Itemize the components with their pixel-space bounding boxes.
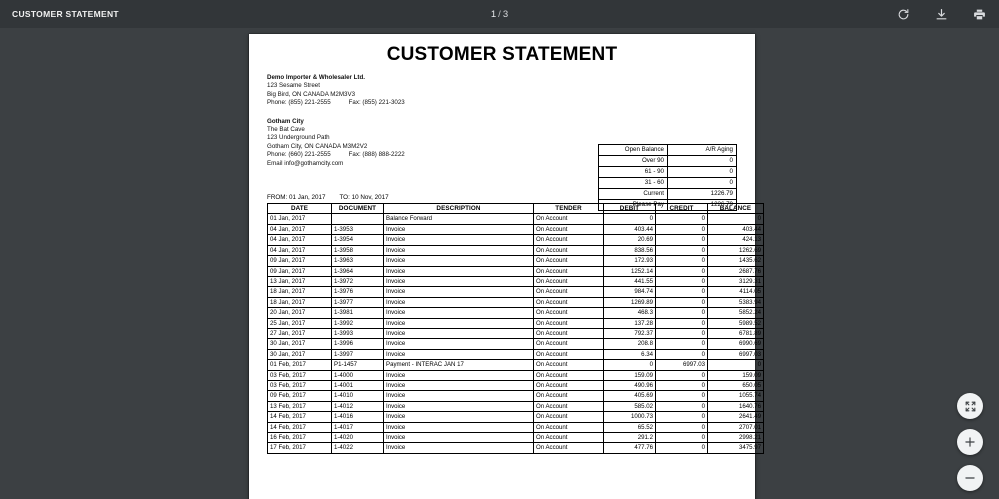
cell-document: 1-3963: [332, 256, 384, 266]
ar-aging-row-value: 0: [668, 178, 737, 189]
cell-credit: 0: [656, 214, 708, 224]
cell-credit: 6997.03: [656, 360, 708, 370]
cell-document: 1-3993: [332, 328, 384, 338]
ar-aging-header-row: [599, 145, 737, 156]
cell-date: 17 Feb, 2017: [268, 443, 332, 453]
ar-aging-row-value: 1226.79: [668, 189, 737, 200]
table-row: [268, 328, 764, 338]
cell-tender: On Account: [534, 287, 604, 297]
company-contact-line: [267, 99, 737, 107]
cell-credit: 0: [656, 224, 708, 234]
cell-tender: On Account: [534, 339, 604, 349]
cell-date: 18 Jan, 2017: [268, 297, 332, 307]
cell-balance: 5383.94: [708, 297, 764, 307]
cell-debit: 468.3: [604, 308, 656, 318]
cell-date: 04 Jan, 2017: [268, 235, 332, 245]
cell-document: 1-3981: [332, 308, 384, 318]
table-row: [268, 318, 764, 328]
table-row: [268, 401, 764, 411]
cell-credit: 0: [656, 308, 708, 318]
cell-tender: On Account: [534, 422, 604, 432]
cell-balance: 2687.76: [708, 266, 764, 276]
cell-debit: 1269.89: [604, 297, 656, 307]
cell-description: Invoice: [384, 443, 534, 453]
ar-aging-row: [599, 189, 737, 200]
cell-description: Invoice: [384, 266, 534, 276]
cell-debit: 403.44: [604, 224, 656, 234]
cell-document: 1-4022: [332, 443, 384, 453]
cell-balance: 1055.74: [708, 391, 764, 401]
cell-description: Invoice: [384, 256, 534, 266]
cell-date: 13 Jan, 2017: [268, 276, 332, 286]
cell-document: 1-4001: [332, 380, 384, 390]
column-header-balance: BALANCE: [708, 204, 764, 214]
cell-balance: 6781.89: [708, 328, 764, 338]
table-row: [268, 214, 764, 224]
table-row: [268, 297, 764, 307]
cell-date: 18 Jan, 2017: [268, 287, 332, 297]
cell-debit: 792.37: [604, 328, 656, 338]
cell-document: 1-3996: [332, 339, 384, 349]
cell-description: Invoice: [384, 318, 534, 328]
current-page-number: 1: [490, 8, 497, 20]
cell-tender: On Account: [534, 318, 604, 328]
document-title-label: CUSTOMER STATEMENT: [12, 9, 119, 19]
cell-description: Invoice: [384, 349, 534, 359]
cell-credit: 0: [656, 401, 708, 411]
viewer-toolbar: [0, 0, 999, 28]
cell-document: [332, 214, 384, 224]
cell-document: 1-4000: [332, 370, 384, 380]
table-row: [268, 412, 764, 422]
column-header-description: DESCRIPTION: [384, 204, 534, 214]
cell-date: 01 Jan, 2017: [268, 214, 332, 224]
ar-aging-box: [598, 144, 737, 211]
cell-balance: 2641.49: [708, 412, 764, 422]
customer-name: Gotham City: [267, 117, 304, 125]
company-city-line: Big Bird, ON CANADA M2M3V3: [267, 90, 356, 98]
cell-date: 09 Jan, 2017: [268, 266, 332, 276]
rotate-icon[interactable]: [895, 6, 911, 22]
download-icon[interactable]: [933, 6, 949, 22]
ar-aging-row-label: Over 90: [599, 156, 668, 167]
cell-tender: On Account: [534, 276, 604, 286]
cell-document: 1-4017: [332, 422, 384, 432]
cell-tender: On Account: [534, 433, 604, 443]
customer-line-1: The Bat Cave: [267, 126, 305, 134]
cell-date: 20 Jan, 2017: [268, 308, 332, 318]
ar-aging-row: [599, 200, 737, 211]
cell-tender: On Account: [534, 412, 604, 422]
cell-date: 03 Feb, 2017: [268, 380, 332, 390]
cell-document: 1-3953: [332, 224, 384, 234]
table-row: [268, 391, 764, 401]
cell-debit: 984.74: [604, 287, 656, 297]
cell-date: 04 Jan, 2017: [268, 245, 332, 255]
cell-credit: 0: [656, 287, 708, 297]
table-row: [268, 235, 764, 245]
cell-balance: 2998.21: [708, 433, 764, 443]
cell-description: Invoice: [384, 297, 534, 307]
customer-email: Email info@gothamcity.com: [267, 159, 344, 167]
cell-credit: 0: [656, 328, 708, 338]
cell-document: 1-3964: [332, 266, 384, 276]
period-to: TO: 10 Nov, 2017: [339, 194, 389, 202]
column-header-tender: TENDER: [534, 204, 604, 214]
cell-tender: On Account: [534, 328, 604, 338]
cell-document: P1-1457: [332, 360, 384, 370]
cell-credit: 0: [656, 443, 708, 453]
cell-description: Invoice: [384, 412, 534, 422]
column-header-date: DATE: [268, 204, 332, 214]
cell-tender: On Account: [534, 401, 604, 411]
customer-fax: Fax: (888) 888-2222: [348, 151, 405, 159]
fit-to-page-icon[interactable]: [957, 393, 983, 419]
print-icon[interactable]: [971, 6, 987, 22]
cell-balance: 650.05: [708, 380, 764, 390]
cell-balance: 6997.03: [708, 349, 764, 359]
cell-description: Payment - INTERAC JAN 17: [384, 360, 534, 370]
cell-date: 30 Jan, 2017: [268, 339, 332, 349]
cell-tender: On Account: [534, 349, 604, 359]
zoom-controls: [957, 393, 983, 491]
cell-debit: 405.69: [604, 391, 656, 401]
column-header-document: DOCUMENT: [332, 204, 384, 214]
cell-balance: 1640.76: [708, 401, 764, 411]
cell-balance: 2707.01: [708, 422, 764, 432]
ar-aging-row: [599, 178, 737, 189]
cell-date: 04 Jan, 2017: [268, 224, 332, 234]
cell-credit: 0: [656, 339, 708, 349]
cell-debit: 137.28: [604, 318, 656, 328]
statement-title: CUSTOMER STATEMENT: [386, 44, 618, 65]
table-row: [268, 287, 764, 297]
cell-tender: On Account: [534, 256, 604, 266]
company-fax: Fax: (855) 221-3023: [348, 99, 405, 107]
cell-credit: 0: [656, 433, 708, 443]
cell-tender: On Account: [534, 266, 604, 276]
cell-tender: On Account: [534, 308, 604, 318]
cell-document: 1-3972: [332, 276, 384, 286]
cell-document: 1-3954: [332, 235, 384, 245]
cell-tender: On Account: [534, 297, 604, 307]
cell-balance: 0: [708, 214, 764, 224]
cell-date: 14 Feb, 2017: [268, 412, 332, 422]
ar-aging-table: [598, 144, 737, 211]
cell-description: Invoice: [384, 287, 534, 297]
cell-credit: 0: [656, 370, 708, 380]
cell-tender: On Account: [534, 391, 604, 401]
cell-tender: On Account: [534, 235, 604, 245]
cell-debit: 172.93: [604, 256, 656, 266]
zoom-in-icon[interactable]: [957, 429, 983, 455]
cell-credit: 0: [656, 422, 708, 432]
customer-line-2: 123 Underground Path: [267, 134, 330, 142]
cell-document: 1-3977: [332, 297, 384, 307]
cell-debit: 0: [604, 214, 656, 224]
cell-description: Invoice: [384, 308, 534, 318]
cell-balance: 3475.97: [708, 443, 764, 453]
cell-document: 1-4016: [332, 412, 384, 422]
cell-description: Balance Forward: [384, 214, 534, 224]
table-row: [268, 276, 764, 286]
cell-tender: On Account: [534, 443, 604, 453]
cell-tender: On Account: [534, 380, 604, 390]
cell-debit: 1000.73: [604, 412, 656, 422]
table-row: [268, 360, 764, 370]
cell-document: 1-3976: [332, 287, 384, 297]
ar-aging-row-label: Current: [599, 189, 668, 200]
table-row: [268, 224, 764, 234]
cell-date: 16 Feb, 2017: [268, 433, 332, 443]
cell-credit: 0: [656, 235, 708, 245]
page-indicator: [0, 9, 999, 20]
cell-balance: 1262.69: [708, 245, 764, 255]
transactions-table: [267, 203, 764, 454]
cell-credit: 0: [656, 412, 708, 422]
ar-aging-row-label: Please Pay: [599, 200, 668, 211]
cell-document: 1-4020: [332, 433, 384, 443]
total-page-count: 3: [502, 8, 509, 20]
cell-balance: 1435.62: [708, 256, 764, 266]
column-header-debit: DEBIT: [604, 204, 656, 214]
company-address-block: [267, 74, 737, 108]
cell-document: 1-3992: [332, 318, 384, 328]
cell-tender: On Account: [534, 360, 604, 370]
table-row: [268, 433, 764, 443]
ar-aging-row-value: 1226.79: [668, 200, 737, 211]
cell-description: Invoice: [384, 339, 534, 349]
ar-aging-row: [599, 167, 737, 178]
company-street: 123 Sesame Street: [267, 82, 320, 90]
ar-aging-header-label: Open Balance: [599, 145, 668, 156]
table-row: [268, 266, 764, 276]
table-row: [268, 422, 764, 432]
cell-tender: On Account: [534, 214, 604, 224]
table-row: [268, 370, 764, 380]
cell-date: 01 Feb, 2017: [268, 360, 332, 370]
cell-debit: 490.96: [604, 380, 656, 390]
cell-credit: 0: [656, 380, 708, 390]
cell-tender: On Account: [534, 370, 604, 380]
cell-credit: 0: [656, 266, 708, 276]
cell-credit: 0: [656, 276, 708, 286]
cell-description: Invoice: [384, 391, 534, 401]
cell-balance: 3129.31: [708, 276, 764, 286]
ar-aging-row: [599, 156, 737, 167]
ar-aging-row-label: 31 - 60: [599, 178, 668, 189]
cell-debit: 838.56: [604, 245, 656, 255]
cell-debit: 1252.14: [604, 266, 656, 276]
table-row: [268, 380, 764, 390]
company-name: Demo Importer & Wholesaler Ltd.: [267, 74, 365, 81]
cell-debit: 0: [604, 360, 656, 370]
cell-description: Invoice: [384, 224, 534, 234]
document-viewer-area[interactable]: [0, 28, 999, 499]
cell-debit: 20.69: [604, 235, 656, 245]
cell-credit: 0: [656, 256, 708, 266]
cell-description: Invoice: [384, 235, 534, 245]
table-row: [268, 349, 764, 359]
customer-city-line: Gotham City, ON CANADA M3M2V2: [267, 142, 368, 150]
cell-debit: 585.02: [604, 401, 656, 411]
cell-balance: 5989.52: [708, 318, 764, 328]
cell-document: 1-3958: [332, 245, 384, 255]
cell-debit: 208.8: [604, 339, 656, 349]
cell-date: 25 Jan, 2017: [268, 318, 332, 328]
cell-date: 14 Feb, 2017: [268, 422, 332, 432]
cell-debit: 65.52: [604, 422, 656, 432]
period-from: FROM: 01 Jan, 2017: [267, 194, 326, 202]
page-separator: /: [498, 8, 501, 20]
cell-balance: 159.09: [708, 370, 764, 380]
column-header-credit: CREDIT: [656, 204, 708, 214]
document-page-1: [249, 34, 761, 499]
cell-document: 1-3997: [332, 349, 384, 359]
ar-aging-header-value: A/R Aging: [668, 145, 737, 156]
cell-balance: 6990.69: [708, 339, 764, 349]
cell-credit: 0: [656, 391, 708, 401]
table-row: [268, 245, 764, 255]
ar-aging-row-value: 0: [668, 156, 737, 167]
cell-date: 30 Jan, 2017: [268, 349, 332, 359]
cell-document: 1-4010: [332, 391, 384, 401]
cell-description: Invoice: [384, 370, 534, 380]
cell-balance: 0: [708, 360, 764, 370]
cell-description: Invoice: [384, 433, 534, 443]
table-row: [268, 256, 764, 266]
cell-credit: 0: [656, 245, 708, 255]
cell-debit: 291.2: [604, 433, 656, 443]
cell-balance: 424.13: [708, 235, 764, 245]
ar-aging-row-value: 0: [668, 167, 737, 178]
cell-date: 03 Feb, 2017: [268, 370, 332, 380]
cell-description: Invoice: [384, 401, 534, 411]
cell-description: Invoice: [384, 380, 534, 390]
company-phone: Phone: (855) 221-2555: [267, 99, 331, 107]
cell-date: 27 Jan, 2017: [268, 328, 332, 338]
customer-phone: Phone: (660) 221-2555: [267, 151, 331, 159]
toolbar-actions: [895, 6, 987, 22]
cell-debit: 6.34: [604, 349, 656, 359]
cell-balance: 4114.05: [708, 287, 764, 297]
ar-aging-row-label: 61 - 90: [599, 167, 668, 178]
cell-description: Invoice: [384, 422, 534, 432]
cell-description: Invoice: [384, 328, 534, 338]
cell-tender: On Account: [534, 224, 604, 234]
cell-date: 13 Feb, 2017: [268, 401, 332, 411]
cell-debit: 159.09: [604, 370, 656, 380]
cell-credit: 0: [656, 297, 708, 307]
cell-debit: 477.76: [604, 443, 656, 453]
cell-date: 09 Jan, 2017: [268, 256, 332, 266]
cell-tender: On Account: [534, 245, 604, 255]
cell-balance: 5852.24: [708, 308, 764, 318]
cell-date: 09 Feb, 2017: [268, 391, 332, 401]
table-row: [268, 339, 764, 349]
cell-description: Invoice: [384, 245, 534, 255]
cell-balance: 403.44: [708, 224, 764, 234]
cell-description: Invoice: [384, 276, 534, 286]
cell-credit: 0: [656, 318, 708, 328]
table-row: [268, 443, 764, 453]
table-row: [268, 308, 764, 318]
cell-credit: 0: [656, 349, 708, 359]
cell-document: 1-4012: [332, 401, 384, 411]
zoom-out-icon[interactable]: [957, 465, 983, 491]
cell-debit: 441.55: [604, 276, 656, 286]
